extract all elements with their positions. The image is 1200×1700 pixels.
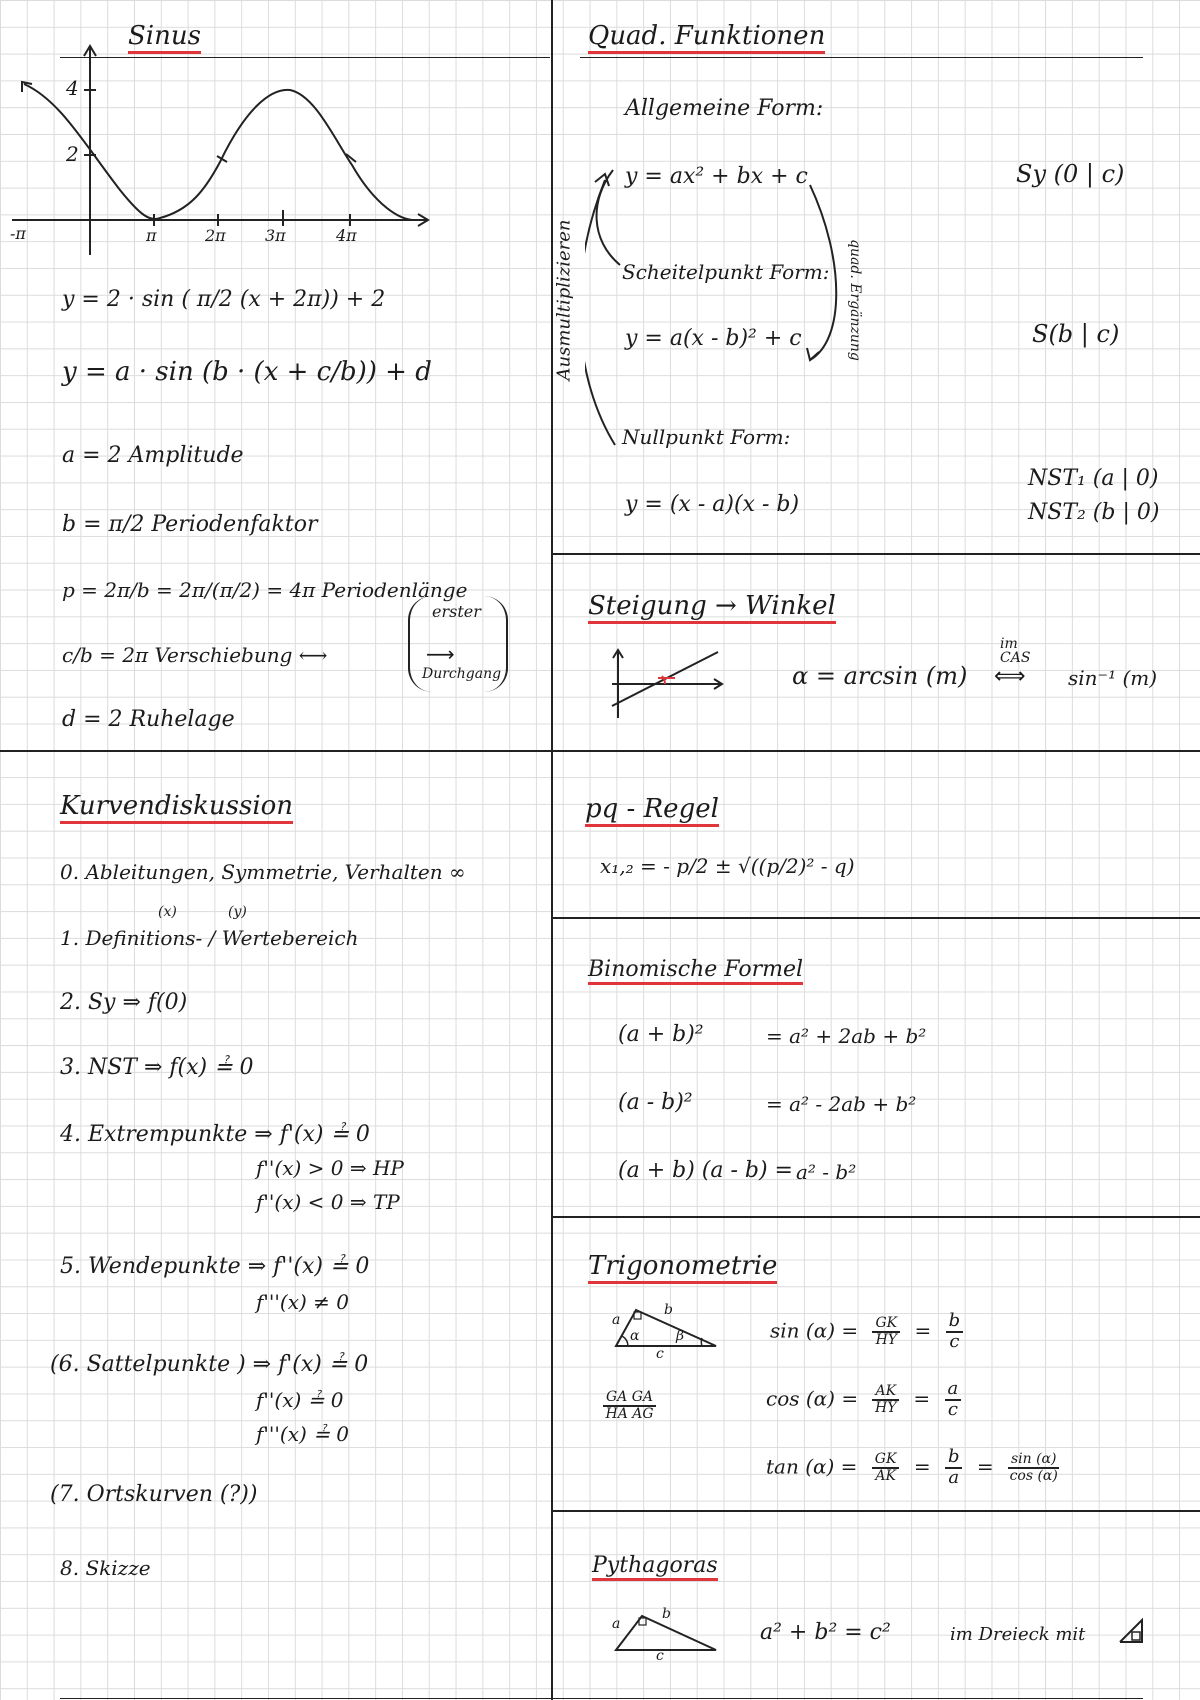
- trigo-cos-f1d: HY: [875, 1399, 897, 1416]
- trigo-title: Trigonometrie: [588, 1252, 777, 1284]
- kurven-item-1: 1. Definitions- / Wertebereich: [60, 926, 359, 950]
- trigo-cos-f2d: c: [947, 1398, 958, 1420]
- box-arrow-icon: ⟶: [426, 642, 455, 666]
- x-tick-3pi: 3π: [265, 226, 286, 245]
- y-tick-2: 2: [66, 142, 79, 166]
- trigo-cos-row: cos (α) = $\frac{AK}{HY}$ = $\frac{a}{c}$: [766, 1380, 969, 1420]
- trigo-tan-f3d: cos (α): [1009, 1467, 1058, 1484]
- quad-scheitel-eq: y = a(x - b)² + c: [625, 326, 802, 351]
- trigo-sin-f1d: HY: [875, 1331, 898, 1348]
- divider-right-2: [551, 750, 1200, 752]
- trigo-sin-row: sin (α) = $\frac{GK}{HY}$ = $\frac{b}{c}$: [770, 1312, 971, 1352]
- trigo-sin-f2d: c: [949, 1330, 960, 1352]
- sinus-c-line: c/b = 2π Verschiebung ⟷: [62, 643, 328, 667]
- quad-arrows: [585, 160, 885, 460]
- trigo-cos-f2n: a: [945, 1380, 962, 1401]
- trigo-tan-f2d: a: [948, 1466, 960, 1488]
- pyth-suffix: im Dreieck mit: [950, 1624, 1086, 1645]
- quad-side-right: quad. Ergänzung: [847, 239, 863, 361]
- trigo-tri-a: a: [612, 1312, 621, 1328]
- sinus-b-line: b = π/2 Periodenfaktor: [62, 512, 318, 537]
- top-rule-right: [580, 57, 1143, 58]
- trigo-cos-lhs: cos (α) =: [766, 1386, 859, 1411]
- quad-allg-label: Allgemeine Form:: [625, 96, 824, 121]
- x-tick-2pi: 2π: [205, 226, 226, 245]
- trigo-cos-f1n: AK: [872, 1384, 899, 1401]
- quad-null-point-1: NST₁ (a | 0): [1028, 466, 1159, 491]
- kurven-item-6b: f'''(x) ≟ 0: [256, 1422, 349, 1446]
- trigo-sin-f1n: GK: [872, 1316, 900, 1333]
- sinus-a-line: a = 2 Amplitude: [62, 443, 244, 468]
- kurven-def-y: (y): [228, 904, 247, 920]
- kurven-item-0: 0. Ableitungen, Symmetrie, Verhalten ∞: [60, 860, 466, 884]
- kurven-item-2: 2. Sy ⇒ f(0): [60, 990, 188, 1015]
- kurven-item-8: 8. Skizze: [60, 1556, 151, 1580]
- pyth-title: Pythagoras: [592, 1554, 718, 1581]
- quad-title: Quad. Funktionen: [588, 22, 825, 54]
- divider-right-1: [551, 553, 1200, 555]
- kurven-item-4: 4. Extrempunkte ⇒ f'(x) ≟ 0: [60, 1122, 370, 1147]
- quad-null-eq: y = (x - a)(x - b): [625, 492, 800, 517]
- trigo-legend-num: GA GA: [603, 1390, 656, 1407]
- kurven-item-4a: f''(x) > 0 ⇒ HP: [256, 1156, 404, 1180]
- quad-allg-point: Sy (0 | c): [1016, 160, 1125, 188]
- x-tick-4pi: 4π: [336, 226, 357, 245]
- trigo-legend-den: HA AG: [605, 1405, 654, 1422]
- sinus-p-line: p = 2π/b = 2π/(π/2) = 4π Periodenlänge: [62, 578, 468, 602]
- trigo-sin-lhs: sin (α) =: [770, 1318, 859, 1343]
- kurven-item-7: (7. Ortskurven (?)): [50, 1482, 258, 1507]
- x-tick-neg-pi: -π: [10, 224, 26, 243]
- box-bottom-label: Durchgang: [422, 666, 502, 682]
- kurven-item-6a: f''(x) ≟ 0: [256, 1388, 344, 1412]
- quad-null-label: Nullpunkt Form:: [622, 425, 791, 449]
- sinus-eq-specific: y = 2 · sin ( π/2 (x + 2π)) + 2: [62, 287, 386, 312]
- first-crossing-box: [408, 596, 508, 692]
- trigo-tan-f3n: sin (α): [1008, 1452, 1060, 1469]
- divider-right-5: [551, 1510, 1200, 1512]
- trigo-sin-f2n: b: [946, 1312, 964, 1333]
- divider-right-4: [551, 1216, 1200, 1218]
- binom-title: Binomische Formel: [588, 958, 803, 985]
- pyth-tri-c: c: [656, 1648, 664, 1664]
- pq-title: pq - Regel: [585, 795, 719, 827]
- steigung-eq2: sin⁻¹ (m): [1068, 666, 1158, 690]
- x-tick-pi: π: [146, 226, 157, 245]
- box-top-label: erster: [432, 602, 481, 621]
- bottom-rule: [60, 1698, 1143, 1699]
- steigung-cas-top: im: [1000, 636, 1018, 652]
- trigo-tri-c: c: [656, 1346, 664, 1362]
- pq-eq: x₁,₂ = - p/2 ± √((p/2)² - q): [600, 854, 855, 878]
- trigo-tan-f1d: AK: [875, 1467, 896, 1484]
- quad-allg-eq: y = ax² + bx + c: [625, 164, 808, 189]
- trigo-tri-alpha: α: [630, 1328, 640, 1344]
- kurven-item-3: 3. NST ⇒ f(x) ≟ 0: [60, 1055, 254, 1080]
- steigung-title: Steigung → Winkel: [588, 592, 836, 624]
- kurven-title: Kurvendiskussion: [60, 792, 293, 824]
- trigo-tan-f1n: GK: [872, 1452, 900, 1469]
- quad-scheitel-point: S(b | c): [1032, 320, 1120, 348]
- sinus-d-line: d = 2 Ruhelage: [62, 707, 235, 732]
- quad-side-left: Ausmultiplizieren: [553, 219, 575, 381]
- kurven-item-4b: f''(x) < 0 ⇒ TP: [256, 1190, 400, 1214]
- binom-row-1-rhs: = a² + 2ab + b²: [766, 1024, 927, 1048]
- pyth-tri-a: a: [612, 1616, 621, 1632]
- divider-left-mid: [0, 750, 551, 752]
- right-triangle-icon: [1118, 1618, 1144, 1644]
- binom-row-1-lhs: (a + b)²: [618, 1022, 704, 1047]
- pyth-tri-b: b: [662, 1606, 671, 1622]
- divider-right-3: [551, 917, 1200, 919]
- binom-row-3-rhs: a² - b²: [796, 1160, 857, 1184]
- kurven-def-x: (x): [158, 904, 177, 920]
- quad-null-point-2: NST₂ (b | 0): [1028, 500, 1160, 525]
- slope-sketch: [610, 648, 730, 728]
- binom-row-2-rhs: = a² - 2ab + b²: [766, 1092, 917, 1116]
- steigung-cas-mid: CAS: [1000, 650, 1031, 666]
- sinus-eq-general: y = a · sin (b · (x + c/b)) + d: [62, 357, 432, 387]
- pyth-eq: a² + b² = c²: [760, 1620, 891, 1645]
- steigung-eq: α = arcsin (m): [792, 662, 968, 690]
- binom-row-3-lhs: (a + b) (a - b) =: [618, 1158, 793, 1183]
- binom-row-2-lhs: (a - b)²: [618, 1090, 693, 1115]
- equivalence-arrow-icon: ⟺: [994, 664, 1026, 689]
- trigo-tri-beta: β: [676, 1328, 685, 1344]
- kurven-item-5: 5. Wendepunkte ⇒ f''(x) ≟ 0: [60, 1254, 370, 1279]
- y-tick-4: 4: [66, 76, 79, 100]
- sinus-title: Sinus: [128, 22, 201, 54]
- kurven-item-5a: f'''(x) ≠ 0: [256, 1290, 349, 1314]
- trigo-tan-f2n: b: [945, 1448, 963, 1469]
- trigo-legend: [603, 1390, 656, 1421]
- trigo-tan-row: tan (α) = $\frac{GK}{AK}$ = $\frac{b}{a}$ = $\frac{\sin (\alpha)}{\cos (\alpha)}$: [766, 1446, 1058, 1488]
- kurven-item-6: (6. Sattelpunkte ) ⇒ f'(x) ≟ 0: [50, 1352, 369, 1377]
- quad-scheitel-label: Scheitelpunkt Form:: [622, 260, 830, 284]
- trigo-tan-lhs: tan (α) =: [766, 1454, 858, 1479]
- trigo-tri-b: b: [664, 1302, 673, 1318]
